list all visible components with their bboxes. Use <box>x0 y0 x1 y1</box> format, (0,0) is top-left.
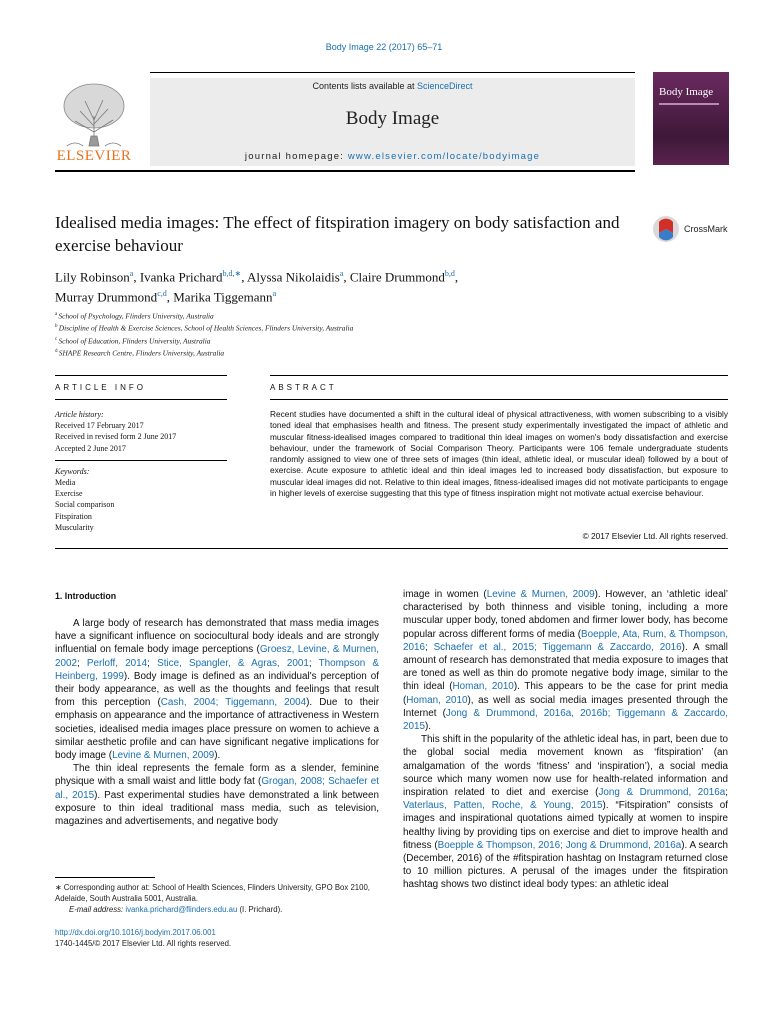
header-top-rule <box>150 72 635 73</box>
body-paragraph: The thin ideal represents the female form as a slender, feminine physique with a small waist and little body fat (Grogan, 2008; Schaefer et al., 2015). Past experimental studies have demonstrated a link between exposure to thin ideal traditional mass media, such as television, magazines and advertisements, and negative body <box>55 763 379 828</box>
homepage-link[interactable]: www.elsevier.com/locate/bodyimage <box>347 151 541 162</box>
body-column-left <box>55 617 379 828</box>
citation-link[interactable]: Boepple & Thompson, 2016; Jong & Drummond, 2016a <box>437 839 682 851</box>
history-accepted: Accepted 2 June 2017 <box>55 443 126 453</box>
abstract-top-rule <box>270 375 728 376</box>
article-info-block <box>55 409 227 533</box>
keyword-item: Exercise <box>55 489 83 499</box>
affiliation-item: $^c$ School of Education, Flinders University, Australia <box>55 336 211 346</box>
author-name[interactable]: Claire Drummond <box>349 269 445 285</box>
header-bottom-rule <box>55 170 635 172</box>
author-list: Lily Robinson$^a$, Ivanka Prichard$^{b,d,∗}$, Alyssa Nikolaidis$^a$, Claire Drummond$^{b,d}$, Murray Drummond$^{c,d}$, Marika Tiggemann$^a$ <box>55 269 459 305</box>
affiliation-marker: b <box>55 324 59 330</box>
citation-link[interactable]: Jong & Drummond, 2016a, 2016b; Tiggemann & Zaccardo, 2015 <box>403 707 728 733</box>
corresponding-author: ∗ Corresponding author at: School of Health Sciences, Flinders University, GPO Box 2100, Adelaide, South Australia 5001, Australia. <box>55 883 370 904</box>
homepage-prefix: journal homepage: <box>244 151 348 162</box>
crossmark-label[interactable]: CrossMark <box>684 224 728 234</box>
keywords-label: Keywords: <box>55 466 90 476</box>
elsevier-wordmark: ELSEVIER <box>56 148 132 164</box>
email-link[interactable]: ivanka.prichard@flinders.edu.au <box>125 905 238 915</box>
keyword-item: Media <box>55 478 76 488</box>
keywords-rule <box>55 460 227 461</box>
email-label: E-mail address: <box>69 905 126 915</box>
abstract-copyright: © 2017 Elsevier Ltd. All rights reserved. <box>582 531 728 541</box>
contents-line <box>150 81 635 91</box>
sciencedirect-link[interactable]: ScienceDirect <box>417 81 473 91</box>
affiliation-item: $^b$ Discipline of Health & Exercise Sciences, School of Health Sciences, Flinders University, Australia <box>55 323 354 333</box>
journal-title: Body Image <box>345 108 440 129</box>
citation-link[interactable]: Schaefer et al., 2015; Tiggemann & Zaccardo, 2016 <box>433 641 682 653</box>
article-title: Idealised media images: The effect of fitspiration imagery on body satisfaction and exercise behaviour <box>55 213 620 255</box>
article-info-top-rule <box>55 375 227 376</box>
author-affiliation-marker[interactable]: a <box>339 269 344 278</box>
citation-link[interactable]: Levine & Murnen, 2009 <box>486 589 595 600</box>
abstract-text: Recent studies have documented a shift in the cultural ideal of physical attractiveness, with women subscribing to a visibly toned ideal that emphasises health and fitness. The present study experimentally investigated the impact of athletic and muscular fitness-idealised images compared to traditional thin ideal images on women's body dissatisfaction and exercise behaviour, under the framework of Social Comparison Theory. Participants were 106 female undergraduate students randomly assigned to view one of three sets of images (thin ideal, athletic ideal, or muscular ideal) followed by a bout of exercise. Acute exposure to athletic ideal and thin ideal images led to increased body dissatisfaction, but exposure to muscular ideal images did not. Relative to thin ideal images, fitness-idealised images did not motivate participants to engage in higher levels of exercise suggesting that this type of fitness inspiration might not motivate actual exercise behaviour. <box>270 409 728 499</box>
citation-link[interactable]: Thompson & Heinberg, 1999 <box>55 657 379 682</box>
journal-homepage <box>150 151 635 162</box>
affiliation-list <box>55 309 675 359</box>
body-paragraph: A large body of research has demonstrated that mass media images have a significant influence on sociocultural body ideals and are strongly influential on female body image perceptions (Groesz, Levine, & Murnen, 2002; Perloff, 2014; Stice, Spangler, & Agras, 2001; Thompson & Heinberg, 1999). Body image is defined as an individual's perception of their body appearance, as well as the thoughts and feelings that result from this perception (Cash, 2004; Tiggemann, 2004). Due to their emphasis on appearance and the importance of attractiveness in Western societies, idealised media images place pressure on women to achieve a similar aesthetic profile and can have significant negative implications for body image (Levine & Murnen, 2009). <box>55 618 380 762</box>
affiliation-item: $^d$ SHAPE Research Centre, Flinders University, Australia <box>55 348 225 358</box>
section-heading: 1. Introduction <box>55 591 117 601</box>
citation-link[interactable]: Levine & Murnen, 2009 <box>112 750 215 762</box>
affiliation-item: $^a$ School of Psychology, Flinders University, Australia <box>55 311 214 321</box>
citation-link[interactable]: Perloff, 2014 <box>86 657 148 669</box>
article-info-heading-rule <box>55 399 227 400</box>
author-affiliation-marker[interactable]: c,d <box>157 289 167 299</box>
doi-block <box>55 927 231 949</box>
history-received: Received 17 February 2017 <box>55 421 144 431</box>
affiliation-marker: c <box>55 336 59 342</box>
citation-link[interactable]: Stice, Spangler, & Agras, 2001 <box>157 657 309 669</box>
author-name[interactable]: Alyssa Nikolaidis <box>247 269 340 285</box>
citation-link[interactable]: Cash, 2004; Tiggemann, 2004 <box>160 697 307 709</box>
affiliation-marker: d <box>55 349 59 355</box>
body-paragraph: This shift in the popularity of the athletic ideal has, in part, been due to the global social media movement known as ‘fitspiration’ (an amalgamation of the words ‘fitness’ and ‘inspiration’), a social media source which many women now use for health-related information and inspiration related to diet and exercise (Jong & Drummond, 2016a; Vaterlaus, Patten, Roche, & Young, 2015). “Fitspiration” consists of images and inspirational quotations aimed typically at women to inspire healthy living by providing tips on exercise and diet to improve health and fitness (Boepple & Thompson, 2016; Jong & Drummond, 2016a). A search (December, 2016) of the #fitspiration hashtag on Instagram returned close to 10 million pictures. A perusal of the images under the fitspiration hashtag shows two distinct ideal body types: an athletic ideal <box>403 734 729 891</box>
body-paragraph: image in women (Levine & Murnen, 2009). However, an ‘athletic ideal’ characterised by both thinness and visible toning, including a more muscular upper body, toned abdomen and firmer lower body, has become popular across different forms of media (Boepple, Ata, Rum, & Thompson, 2016; Schaefer et al., 2015; Tiggemann & Zaccardo, 2016). A small amount of research has demonstrated that media exposure to images that are toned as well as thin do promote negative body image, similar to the thin ideal (Homan, 2010). This appears to be the case for print media (Homan, 2010), as well as social media images presented through the Internet (Jong & Drummond, 2016a, 2016b; Tiggemann & Zaccardo, 2015). <box>403 589 728 733</box>
citation-link[interactable]: Vaterlaus, Patten, Roche, & Young, 2015 <box>403 800 603 812</box>
keyword-item: Social comparison <box>55 500 115 510</box>
citation-link[interactable]: Homan, 2010 <box>406 694 468 706</box>
citation-link[interactable]: Homan, 2010 <box>452 681 514 693</box>
keyword-item: Fitspiration <box>55 511 92 521</box>
doi-link[interactable]: http://dx.doi.org/10.1016/j.bodyim.2017.06.001 <box>55 928 216 937</box>
affiliation-marker: a <box>55 312 59 317</box>
cover-title: Body Image <box>659 86 714 98</box>
author-affiliation-marker[interactable]: b,d <box>444 269 455 278</box>
email-line <box>55 904 379 915</box>
citation-link[interactable]: Jong & Drummond, 2016a <box>598 787 726 799</box>
author-name[interactable]: Ivanka Prichard <box>139 269 223 285</box>
keyword-item: Muscularity <box>55 522 94 532</box>
author-affiliation-marker[interactable]: b,d,∗ <box>222 269 242 278</box>
history-revised: Received in revised form 2 June 2017 <box>55 432 177 442</box>
email-suffix: (I. Prichard). <box>237 905 283 915</box>
journal-citation[interactable]: Body Image 22 (2017) 65–71 <box>325 42 443 52</box>
issn-line: 1740-1445/© 2017 Elsevier Ltd. All rights reserved. <box>55 939 232 949</box>
author-name[interactable]: Murray Drummond <box>55 289 158 305</box>
history-label: Article history: <box>55 410 104 419</box>
body-column-right <box>403 588 728 892</box>
author-name[interactable]: Marika Tiggemann <box>173 289 273 305</box>
abstract-heading-rule <box>270 399 728 400</box>
abstract-heading: ABSTRACT <box>270 383 337 392</box>
author-affiliation-marker[interactable]: a <box>129 269 134 278</box>
author-name[interactable]: Lily Robinson <box>55 269 130 285</box>
citation-link[interactable]: Groesz, Levine, & Murnen, 2002 <box>55 644 379 669</box>
author-affiliation-marker[interactable]: a <box>272 289 277 299</box>
footnote-rule <box>55 877 155 878</box>
corresponding-footnote <box>55 882 379 916</box>
cover-rule <box>659 103 719 105</box>
abstract-bottom-rule <box>55 548 728 549</box>
article-info-heading: ARTICLE INFO <box>55 383 146 392</box>
citation-link[interactable]: Boepple, Ata, Rum, & Thompson, 2016 <box>403 628 728 653</box>
citation-link[interactable]: Grogan, 2008; Schaefer et al., 2015 <box>55 776 379 801</box>
contents-prefix: Contents lists available at <box>312 81 418 91</box>
